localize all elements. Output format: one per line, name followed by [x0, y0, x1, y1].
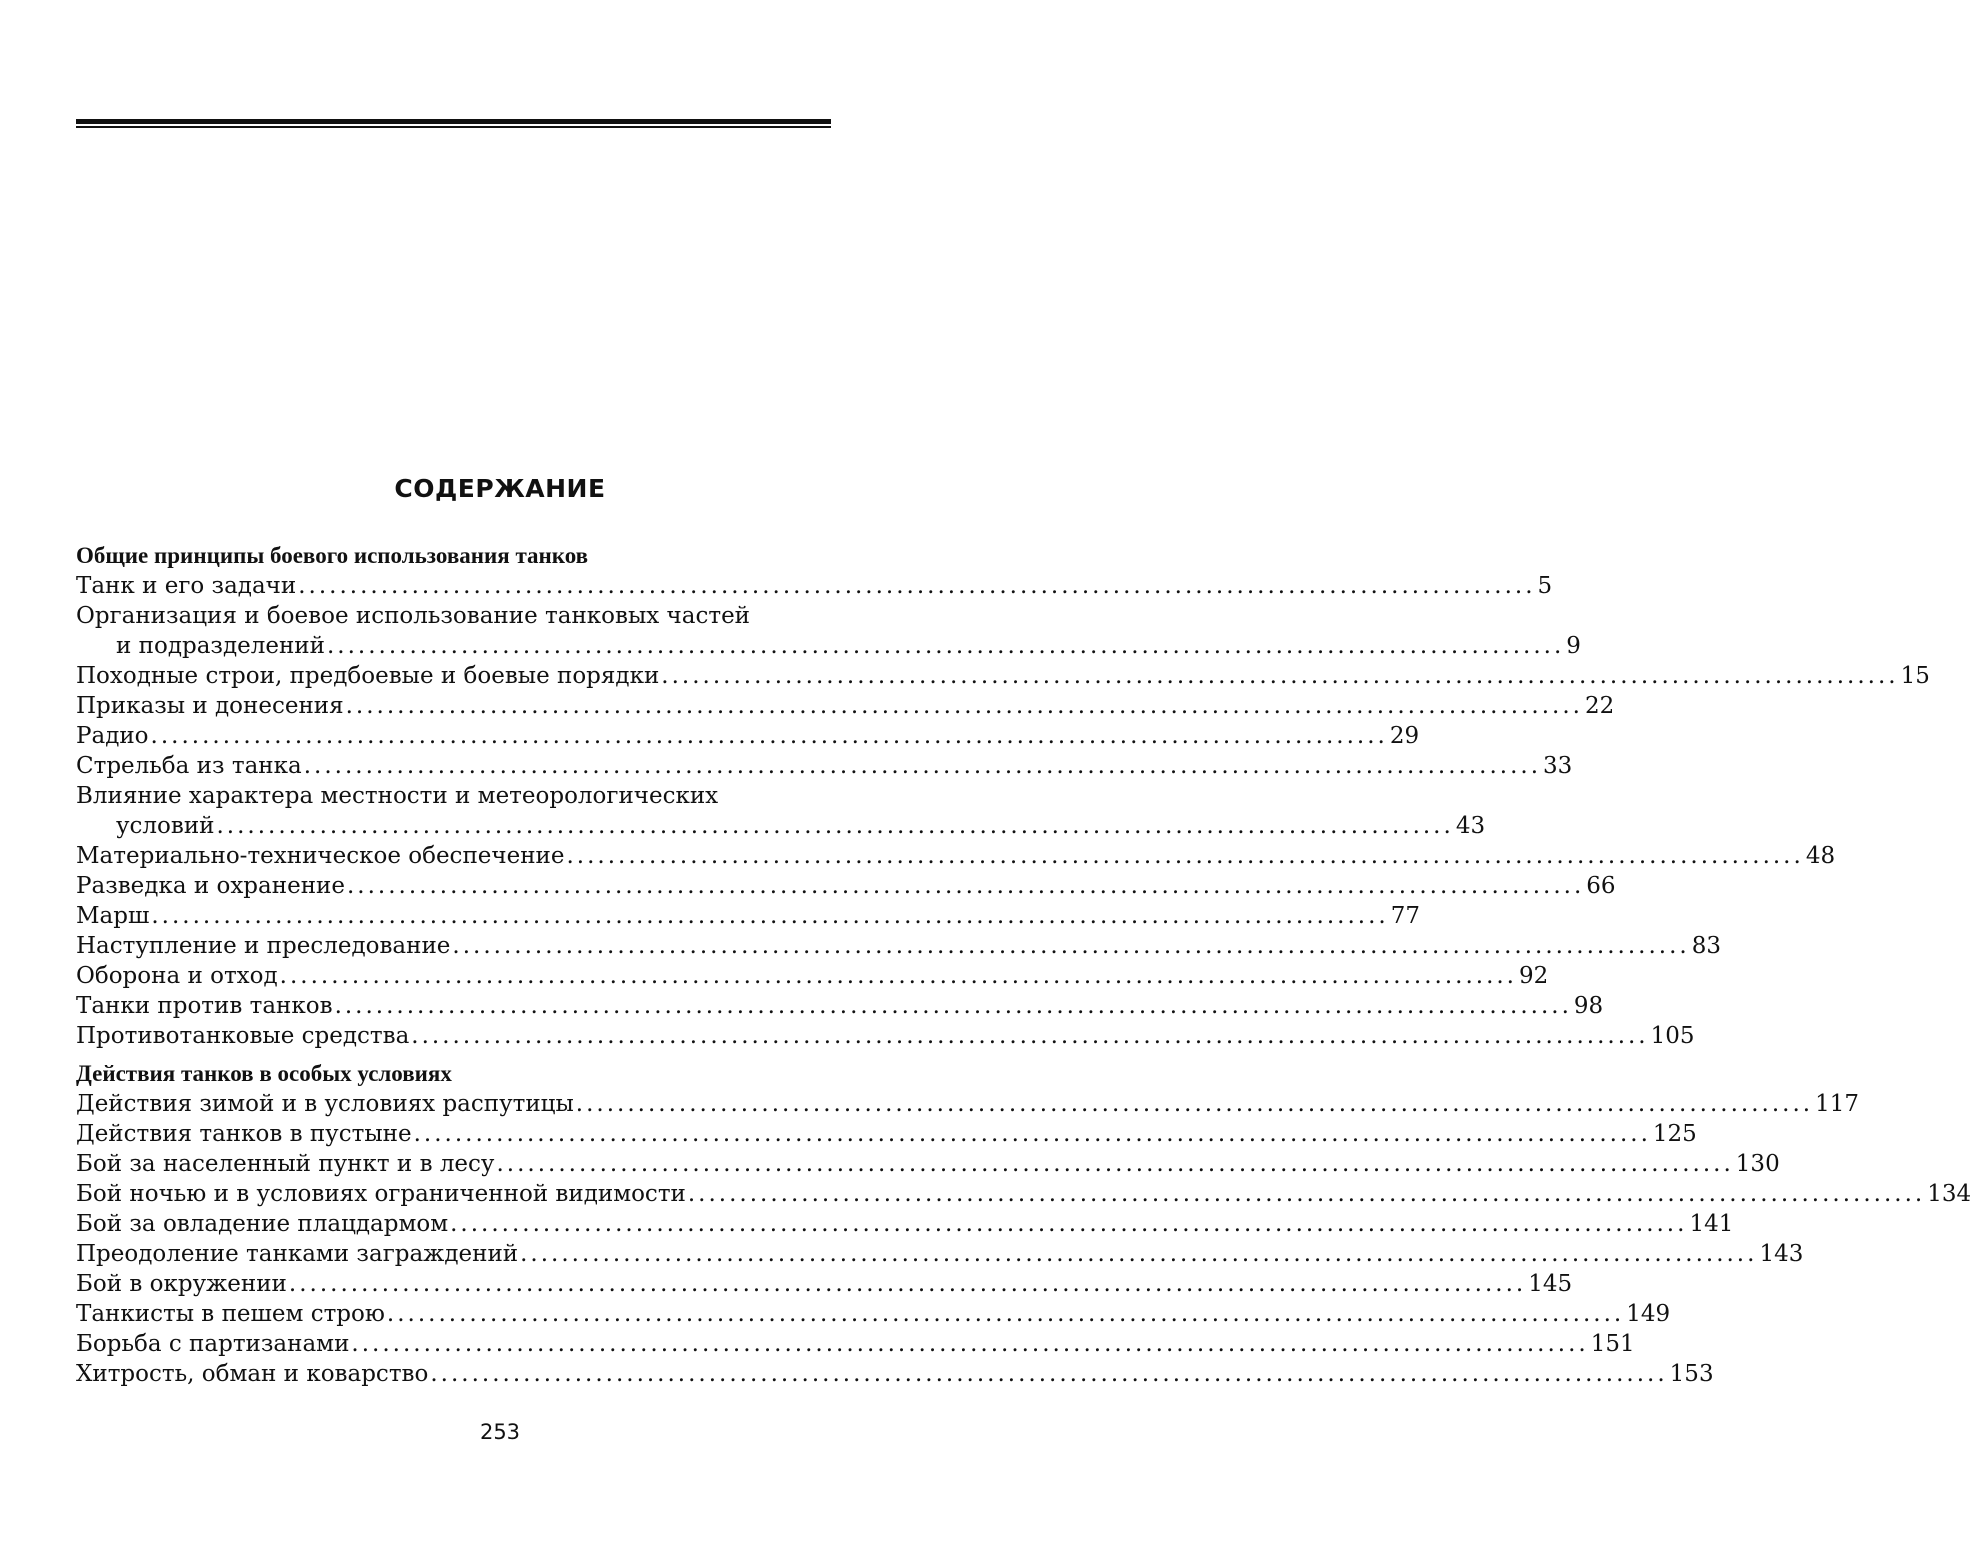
toc-entry	[76, 571, 1553, 601]
toc-entry-title: Радио	[76, 723, 149, 749]
dot-leader: ........................................................................................................................	[351, 1331, 1589, 1357]
toc-entry-page: 22	[1584, 693, 1615, 719]
dot-leader: ........................................................................................................................	[346, 873, 1585, 899]
toc-entry-title-line: Организация и боевое использование танковых частей	[76, 603, 751, 629]
top-rule-thin	[76, 126, 831, 128]
toc-section	[76, 1059, 1971, 1389]
dot-leader: ........................................................................................................................	[150, 723, 1388, 749]
toc-entry-title: Разведка и охранение	[76, 873, 345, 899]
toc-entry-page: 5	[1537, 573, 1553, 599]
dot-leader: ........................................................................................................................	[303, 753, 1542, 779]
table-of-contents	[76, 541, 1971, 1397]
dot-leader: ........................................................................................................................	[345, 693, 1583, 719]
toc-entry-page: 143	[1759, 1241, 1804, 1267]
toc-entry-title: Танк и его задачи	[76, 573, 297, 599]
dot-leader: ........................................................................................................................	[298, 573, 1536, 599]
toc-entry	[76, 751, 1573, 781]
toc-entry	[76, 991, 1604, 1021]
dot-leader: ........................................................................................................................	[334, 993, 1572, 1019]
toc-entry-page: 98	[1573, 993, 1604, 1019]
toc-entry	[76, 1299, 1671, 1329]
toc-entry	[76, 631, 1581, 661]
toc-entry-page: 43	[1455, 813, 1486, 839]
dot-leader: ........................................................................................................................	[687, 1181, 1926, 1207]
top-rule-thick	[76, 119, 831, 124]
dot-leader: ........................................................................................................................	[413, 1121, 1651, 1147]
section-heading: Общие принципы боевого использования танков	[76, 543, 589, 568]
toc-entry-page: 83	[1691, 933, 1721, 959]
toc-entry-title: и подразделений	[116, 633, 325, 659]
dot-leader: ........................................................................................................................	[496, 1151, 1734, 1177]
toc-entry	[76, 1021, 1695, 1051]
toc-entry-page: 15	[1900, 663, 1930, 689]
toc-entry	[76, 1269, 1573, 1299]
toc-entry-title: Бой ночью и в условиях ограниченной видимости	[76, 1181, 686, 1207]
toc-section	[76, 541, 1930, 1051]
toc-entry-title: Материально-техническое обеспечение	[76, 843, 565, 869]
toc-entry	[76, 1119, 1697, 1149]
toc-entry-page: 141	[1689, 1211, 1734, 1237]
page-number: 253	[479, 1420, 521, 1444]
toc-entry-page: 149	[1626, 1301, 1671, 1327]
toc-entry-page: 66	[1586, 873, 1616, 899]
toc-entry-title: Марш	[76, 903, 150, 929]
toc-entry-title: Наступление и преследование	[76, 933, 451, 959]
toc-entry	[76, 931, 1721, 961]
toc-entry-page: 33	[1543, 753, 1573, 779]
toc-entry	[76, 811, 1486, 841]
toc-entry-page: 151	[1590, 1331, 1635, 1357]
toc-entry-title: Бой за овладение плацдармом	[76, 1211, 449, 1237]
toc-entry-title: Оборона и отход	[76, 963, 278, 989]
dot-leader: ........................................................................................................................	[661, 663, 1899, 689]
toc-entry-title-line: Влияние характера местности и метеорологических	[76, 783, 719, 809]
toc-entry-page: 153	[1669, 1361, 1714, 1387]
toc-entry-page: 134	[1927, 1181, 1971, 1207]
toc-entry-page: 29	[1389, 723, 1420, 749]
dot-leader: ........................................................................................................................	[411, 1023, 1649, 1049]
toc-entry	[76, 1149, 1780, 1179]
toc-entry-title: Хитрость, обман и коварство	[76, 1361, 429, 1387]
toc-entry	[76, 1179, 1971, 1209]
toc-entry-page: 105	[1650, 1023, 1695, 1049]
toc-entry-title: Приказы и донесения	[76, 693, 344, 719]
toc-entry	[76, 691, 1615, 721]
toc-entry-page: 92	[1519, 963, 1549, 989]
page-title: СОДЕРЖАНИЕ	[394, 474, 606, 503]
toc-entry	[76, 961, 1549, 991]
toc-entry-page: 9	[1566, 633, 1581, 659]
dot-leader: ........................................................................................................................	[216, 813, 1454, 839]
toc-entry-page: 130	[1735, 1151, 1780, 1177]
dot-leader: ........................................................................................................................	[452, 933, 1690, 959]
dot-leader: ........................................................................................................................	[279, 963, 1517, 989]
toc-entry	[76, 1329, 1635, 1359]
toc-entry	[76, 901, 1420, 931]
section-heading: Действия танков в особых условиях	[76, 1061, 452, 1086]
dot-leader: ........................................................................................................................	[430, 1361, 1668, 1387]
dot-leader: ........................................................................................................................	[326, 633, 1565, 659]
toc-entry	[76, 1209, 1734, 1239]
toc-entry	[76, 841, 1836, 871]
toc-entry-title: Походные строи, предбоевые и боевые порядки	[76, 663, 660, 689]
toc-entry-title: Бой в окружении	[76, 1271, 287, 1297]
toc-entry-page: 125	[1652, 1121, 1697, 1147]
toc-entry-page: 117	[1815, 1091, 1860, 1117]
toc-entry-title: Танкисты в пешем строю	[76, 1301, 385, 1327]
dot-leader: ........................................................................................................................	[566, 843, 1804, 869]
dot-leader: ........................................................................................................................	[386, 1301, 1625, 1327]
toc-entry-title: Действия танков в пустыне	[76, 1121, 412, 1147]
toc-entry-title: Преодоление танками заграждений	[76, 1241, 519, 1267]
toc-entry-page: 145	[1528, 1271, 1573, 1297]
toc-entry-title: условий	[116, 813, 215, 839]
toc-entry-page: 77	[1390, 903, 1420, 929]
toc-entry	[76, 1239, 1804, 1269]
dot-leader: ........................................................................................................................	[450, 1211, 1688, 1237]
dot-leader: ........................................................................................................................	[575, 1091, 1814, 1117]
toc-entry-title: Стрельба из танка	[76, 753, 302, 779]
toc-entry-page: 48	[1805, 843, 1836, 869]
dot-leader: ........................................................................................................................	[151, 903, 1389, 929]
toc-entry-title: Бой за населенный пункт и в лесу	[76, 1151, 495, 1177]
toc-entry	[76, 1359, 1714, 1389]
toc-entry-title: Противотанковые средства	[76, 1023, 410, 1049]
toc-entry	[76, 661, 1930, 691]
toc-entry	[76, 721, 1420, 751]
dot-leader: ........................................................................................................................	[520, 1241, 1758, 1267]
toc-entry-title: Танки против танков	[76, 993, 333, 1019]
toc-entry	[76, 1089, 1860, 1119]
toc-entry	[76, 871, 1616, 901]
toc-entry-title: Действия зимой и в условиях распутицы	[76, 1091, 574, 1117]
toc-entry-title: Борьба с партизанами	[76, 1331, 350, 1357]
dot-leader: ........................................................................................................................	[288, 1271, 1527, 1297]
